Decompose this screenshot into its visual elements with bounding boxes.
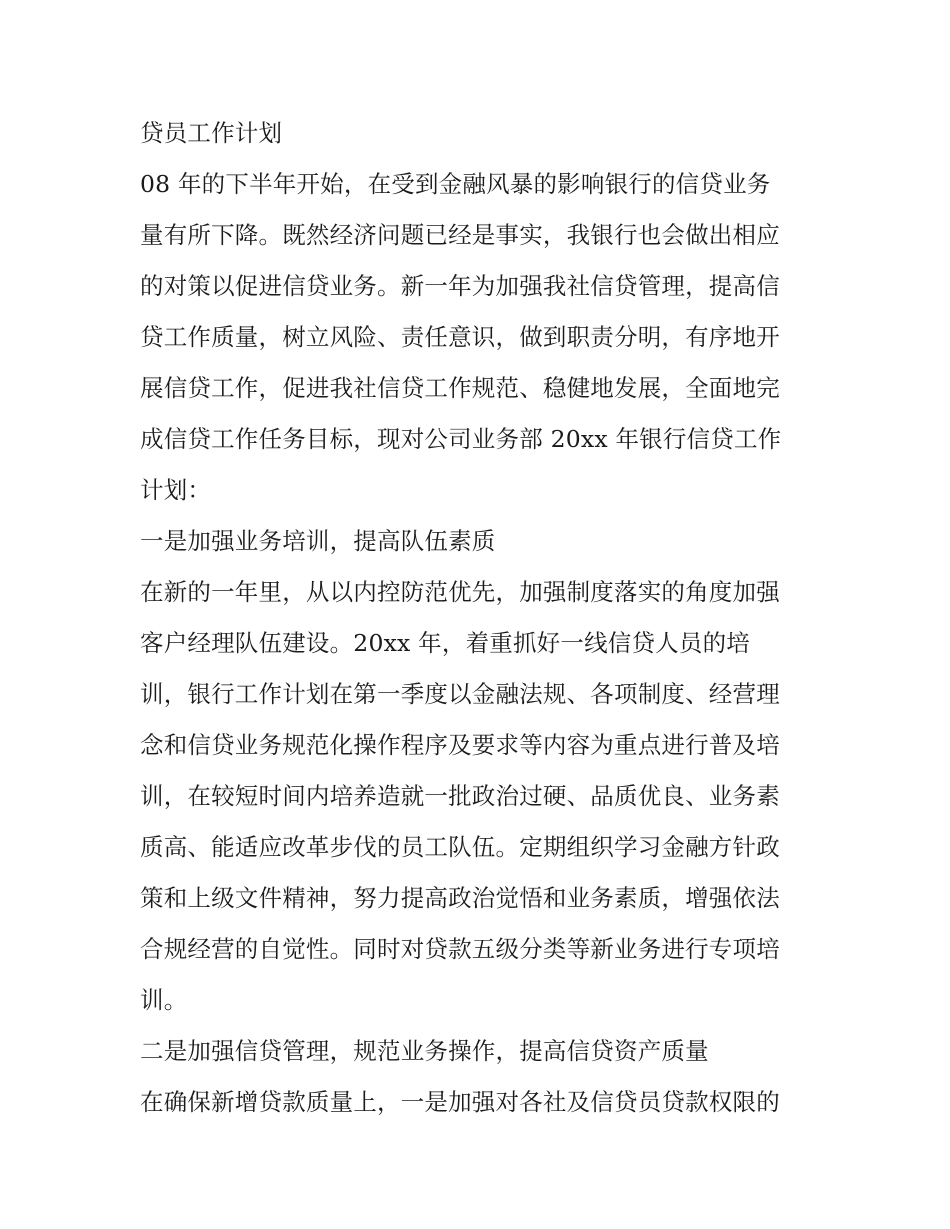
text-line: 客户经理队伍建设。20xx 年，着重抓好一线信贷人员的培 [140,629,750,657]
text-line: 训，银行工作计划在第一季度以金融法规、各项制度、经营理 [140,680,780,708]
text-line: 量有所下降。既然经济问题已经是事实，我银行也会做出相应 [140,221,780,249]
text-line: 的对策以促进信贷业务。新一年为加强我社信贷管理，提高信 [140,272,780,300]
text-line: 成信贷工作任务目标，现对公司业务部 20xx 年银行信贷工作 [140,425,782,453]
text-line: 训。 [140,986,188,1014]
text-line: 念和信贷业务规范化操作程序及要求等内容为重点进行普及培 [140,731,780,759]
text-line: 合规经营的自觉性。同时对贷款五级分类等新业务进行专项培 [140,935,780,963]
text-line: 策和上级文件精神，努力提高政治觉悟和业务素质，增强依法 [140,884,780,912]
text-line: 展信贷工作，促进我社信贷工作规范、稳健地发展，全面地完 [140,374,780,402]
text-line: 质高、能适应改革步伐的员工队伍。定期组织学习金融方针政 [140,833,780,861]
text-line: 贷工作质量，树立风险、责任意识，做到职责分明，有序地开 [140,323,780,351]
section-heading-2: 二是加强信贷管理，规范业务操作，提高信贷资产质量 [140,1037,709,1065]
text-line: 08 年的下半年开始，在受到金融风暴的影响银行的信贷业务 [140,170,771,198]
text-line: 在确保新增贷款质量上，一是加强对各社及信贷员贷款权限的 [140,1088,780,1116]
text-line: 计划： [140,476,212,504]
section-heading-1: 一是加强业务培训，提高队伍素质 [140,527,496,555]
text-line: 训，在较短时间内培养造就一批政治过硬、品质优良、业务素 [140,782,780,810]
document-body [140,108,820,1128]
text-line: 在新的一年里，从以内控防范优先，加强制度落实的角度加强 [140,578,780,606]
document-title: 贷员工作计划 [140,119,283,147]
